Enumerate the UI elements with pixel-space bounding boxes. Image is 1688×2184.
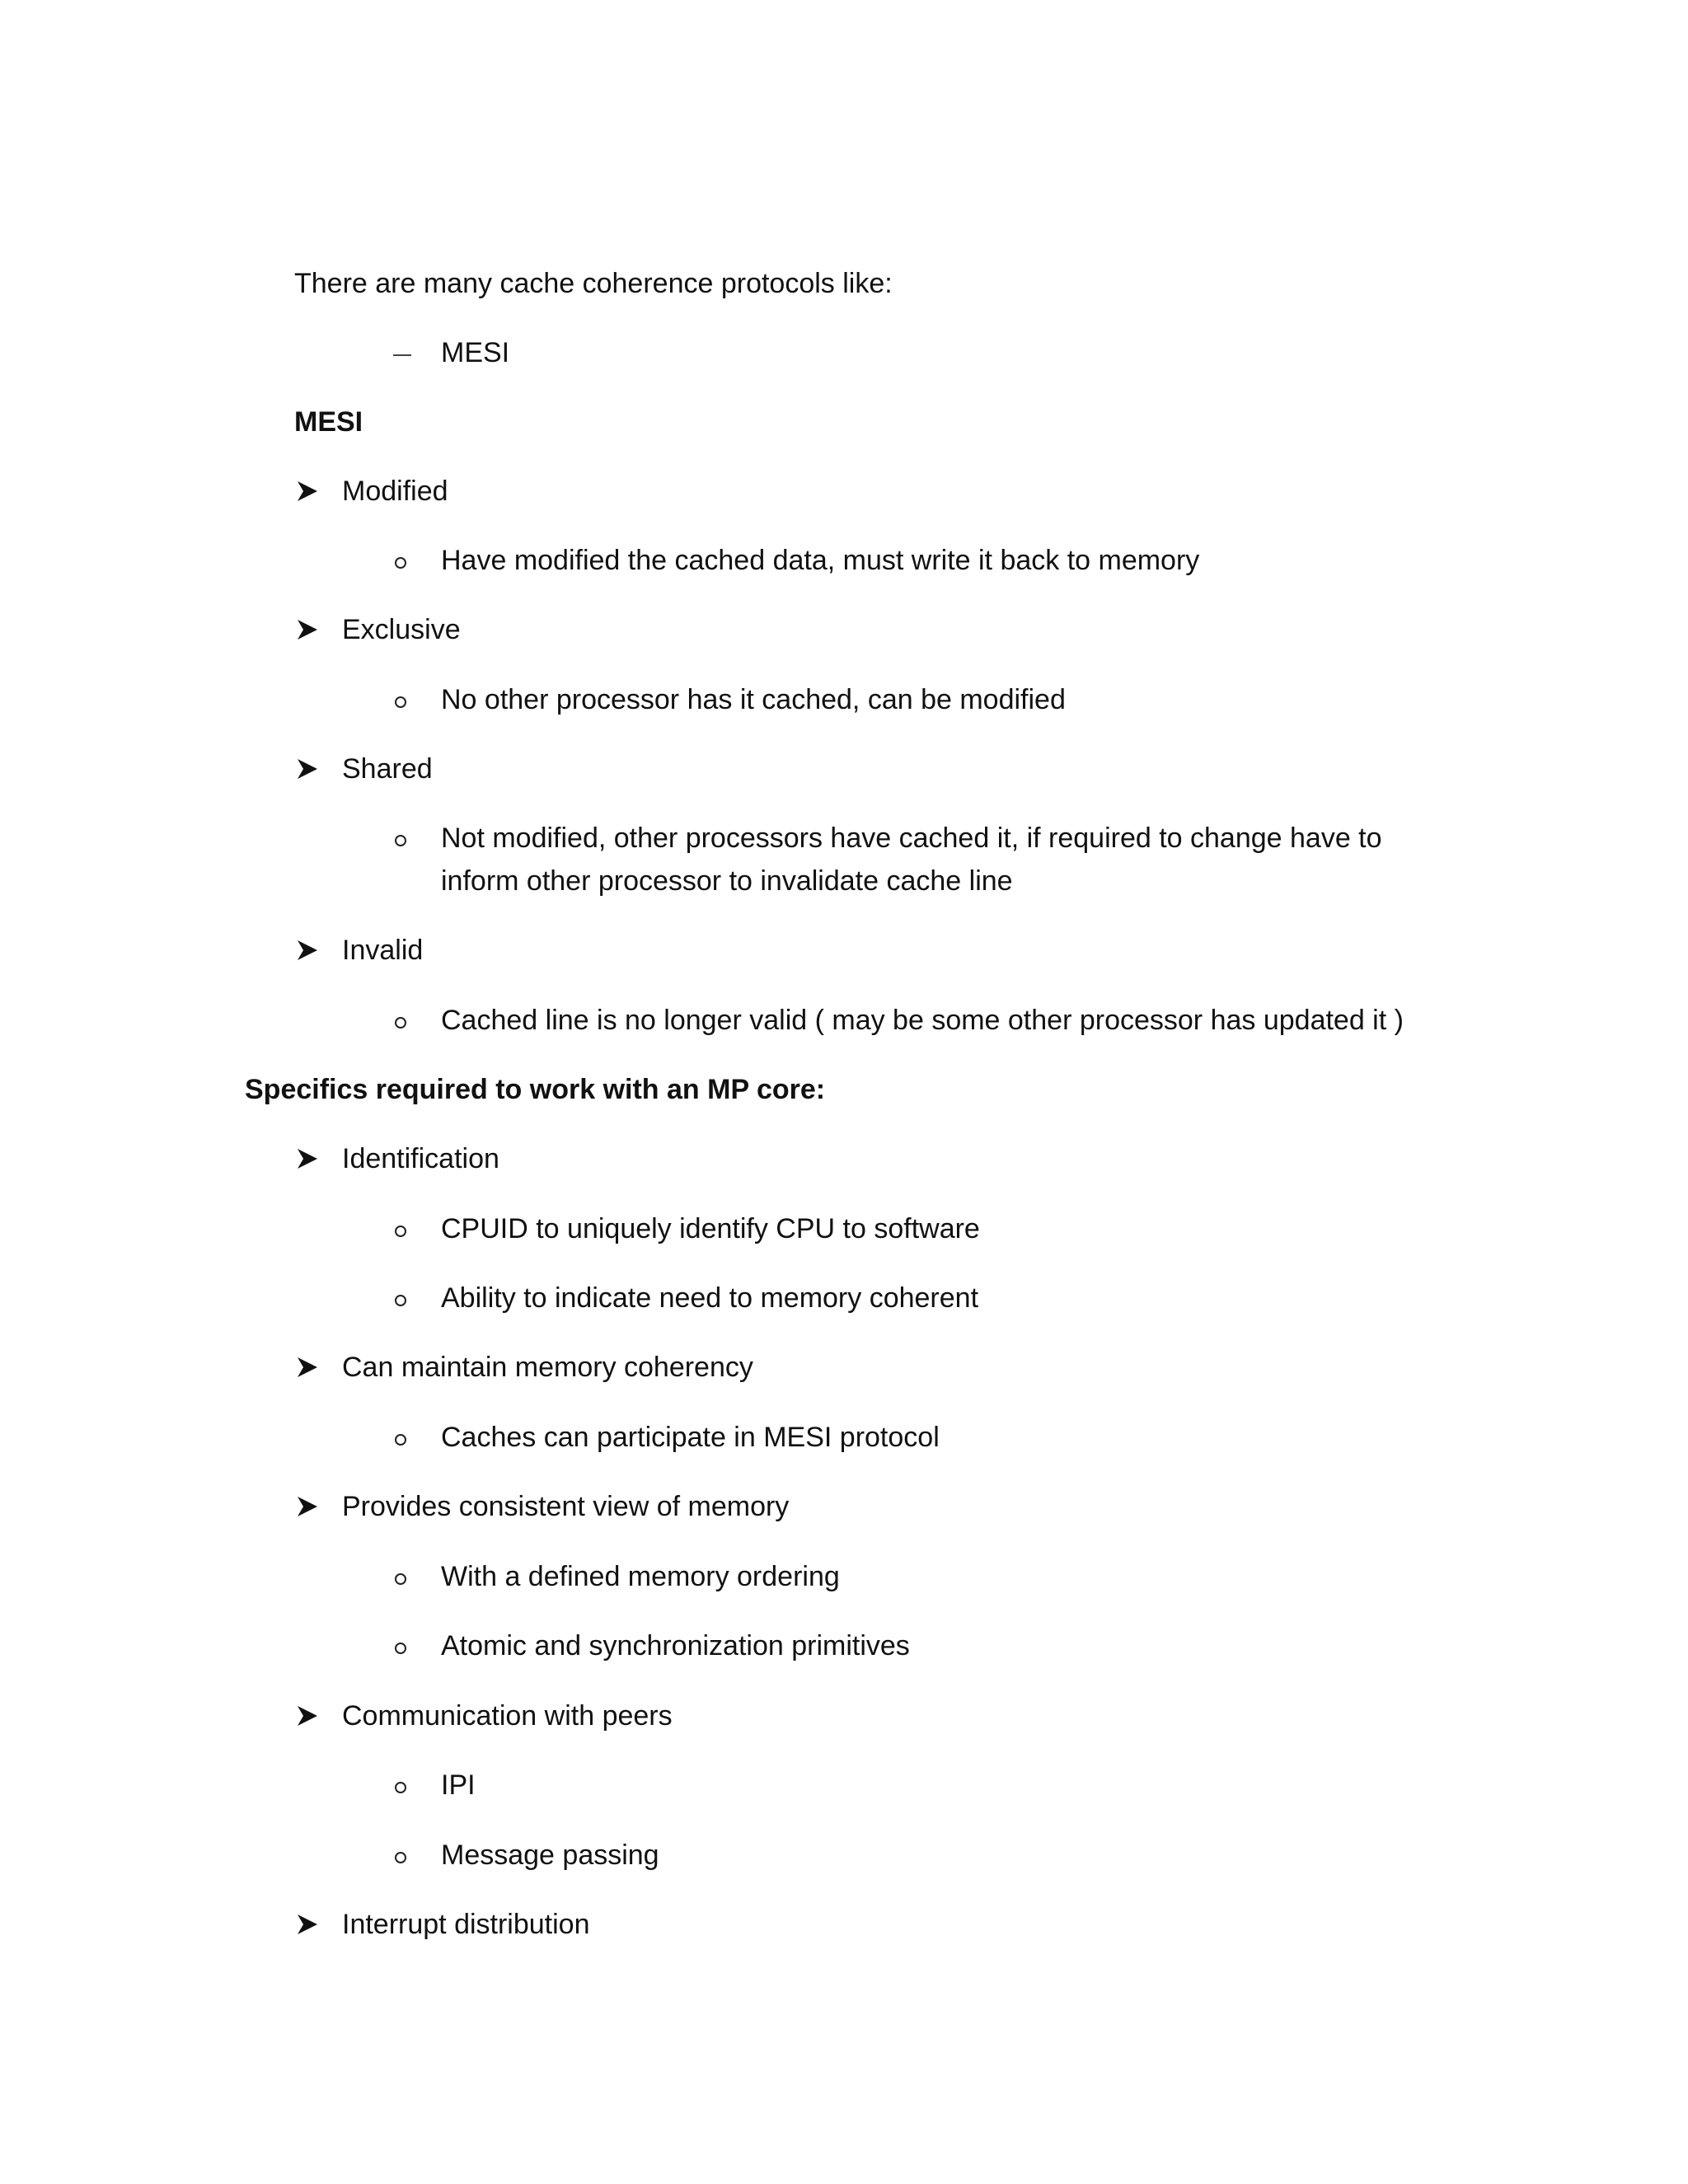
circle-bullet-icon bbox=[393, 999, 411, 1042]
mesi-state-label: Shared bbox=[342, 753, 433, 785]
circle-bullet-icon bbox=[393, 1416, 411, 1459]
arrow-bullet-icon bbox=[294, 1903, 322, 1946]
arrow-bullet-icon bbox=[294, 929, 322, 972]
mesi-state-detail-continued: inform other processor to invalidate cache line bbox=[441, 865, 1013, 897]
intro-text: There are many cache coherence protocols like: bbox=[294, 268, 893, 299]
circle-bullet-icon bbox=[393, 678, 411, 721]
mp-item-label: Can maintain memory coherency bbox=[342, 1352, 753, 1383]
mp-item-detail: With a defined memory ordering bbox=[441, 1561, 840, 1592]
mesi-state-detail: Cached line is no longer valid ( may be some other processor has updated it ) bbox=[441, 1005, 1404, 1036]
circle-bullet-icon bbox=[393, 1834, 411, 1877]
mp-item-detail: CPUID to uniquely identify CPU to software bbox=[441, 1213, 980, 1244]
mp-item-detail: Ability to indicate need to memory coherent bbox=[441, 1282, 979, 1314]
arrow-bullet-icon bbox=[294, 1137, 322, 1180]
arrow-bullet-icon bbox=[294, 1346, 322, 1389]
mesi-state-detail: Not modified, other processors have cached it, if required to change have to bbox=[441, 823, 1382, 854]
mp-item-label: Interrupt distribution bbox=[342, 1909, 590, 1940]
mesi-state-label: Exclusive bbox=[342, 614, 461, 645]
protocol-item: MESI bbox=[441, 337, 510, 368]
mp-item-detail: IPI bbox=[441, 1769, 476, 1801]
arrow-bullet-icon bbox=[294, 1694, 322, 1737]
mesi-state-label: Modified bbox=[342, 476, 448, 507]
arrow-bullet-icon bbox=[294, 1485, 322, 1528]
mp-item-detail: Atomic and synchronization primitives bbox=[441, 1630, 910, 1661]
arrow-bullet-icon bbox=[294, 748, 322, 790]
circle-bullet-icon bbox=[393, 1207, 411, 1250]
mp-item-label: Communication with peers bbox=[342, 1700, 673, 1732]
circle-bullet-icon bbox=[393, 1555, 411, 1598]
mesi-heading: MESI bbox=[294, 406, 363, 438]
circle-bullet-icon bbox=[393, 1764, 411, 1807]
mesi-state-label: Invalid bbox=[342, 935, 424, 966]
arrow-bullet-icon bbox=[294, 608, 322, 651]
mp-item-label: Identification bbox=[342, 1143, 499, 1174]
mesi-state-detail: Have modified the cached data, must write it back to memory bbox=[441, 545, 1200, 576]
mp-core-heading: Specifics required to work with an MP core: bbox=[245, 1074, 826, 1105]
circle-bullet-icon bbox=[393, 539, 411, 582]
circle-bullet-icon bbox=[393, 1277, 411, 1319]
mesi-state-detail: No other processor has it cached, can be modified bbox=[441, 684, 1066, 715]
mp-item-label: Provides consistent view of memory bbox=[342, 1491, 790, 1522]
arrow-bullet-icon bbox=[294, 470, 322, 513]
circle-bullet-icon bbox=[393, 1624, 411, 1667]
mp-item-detail: Caches can participate in MESI protocol bbox=[441, 1422, 940, 1453]
mp-item-detail: Message passing bbox=[441, 1840, 659, 1871]
dash-bullet-icon bbox=[392, 331, 416, 374]
circle-bullet-icon bbox=[393, 817, 411, 860]
